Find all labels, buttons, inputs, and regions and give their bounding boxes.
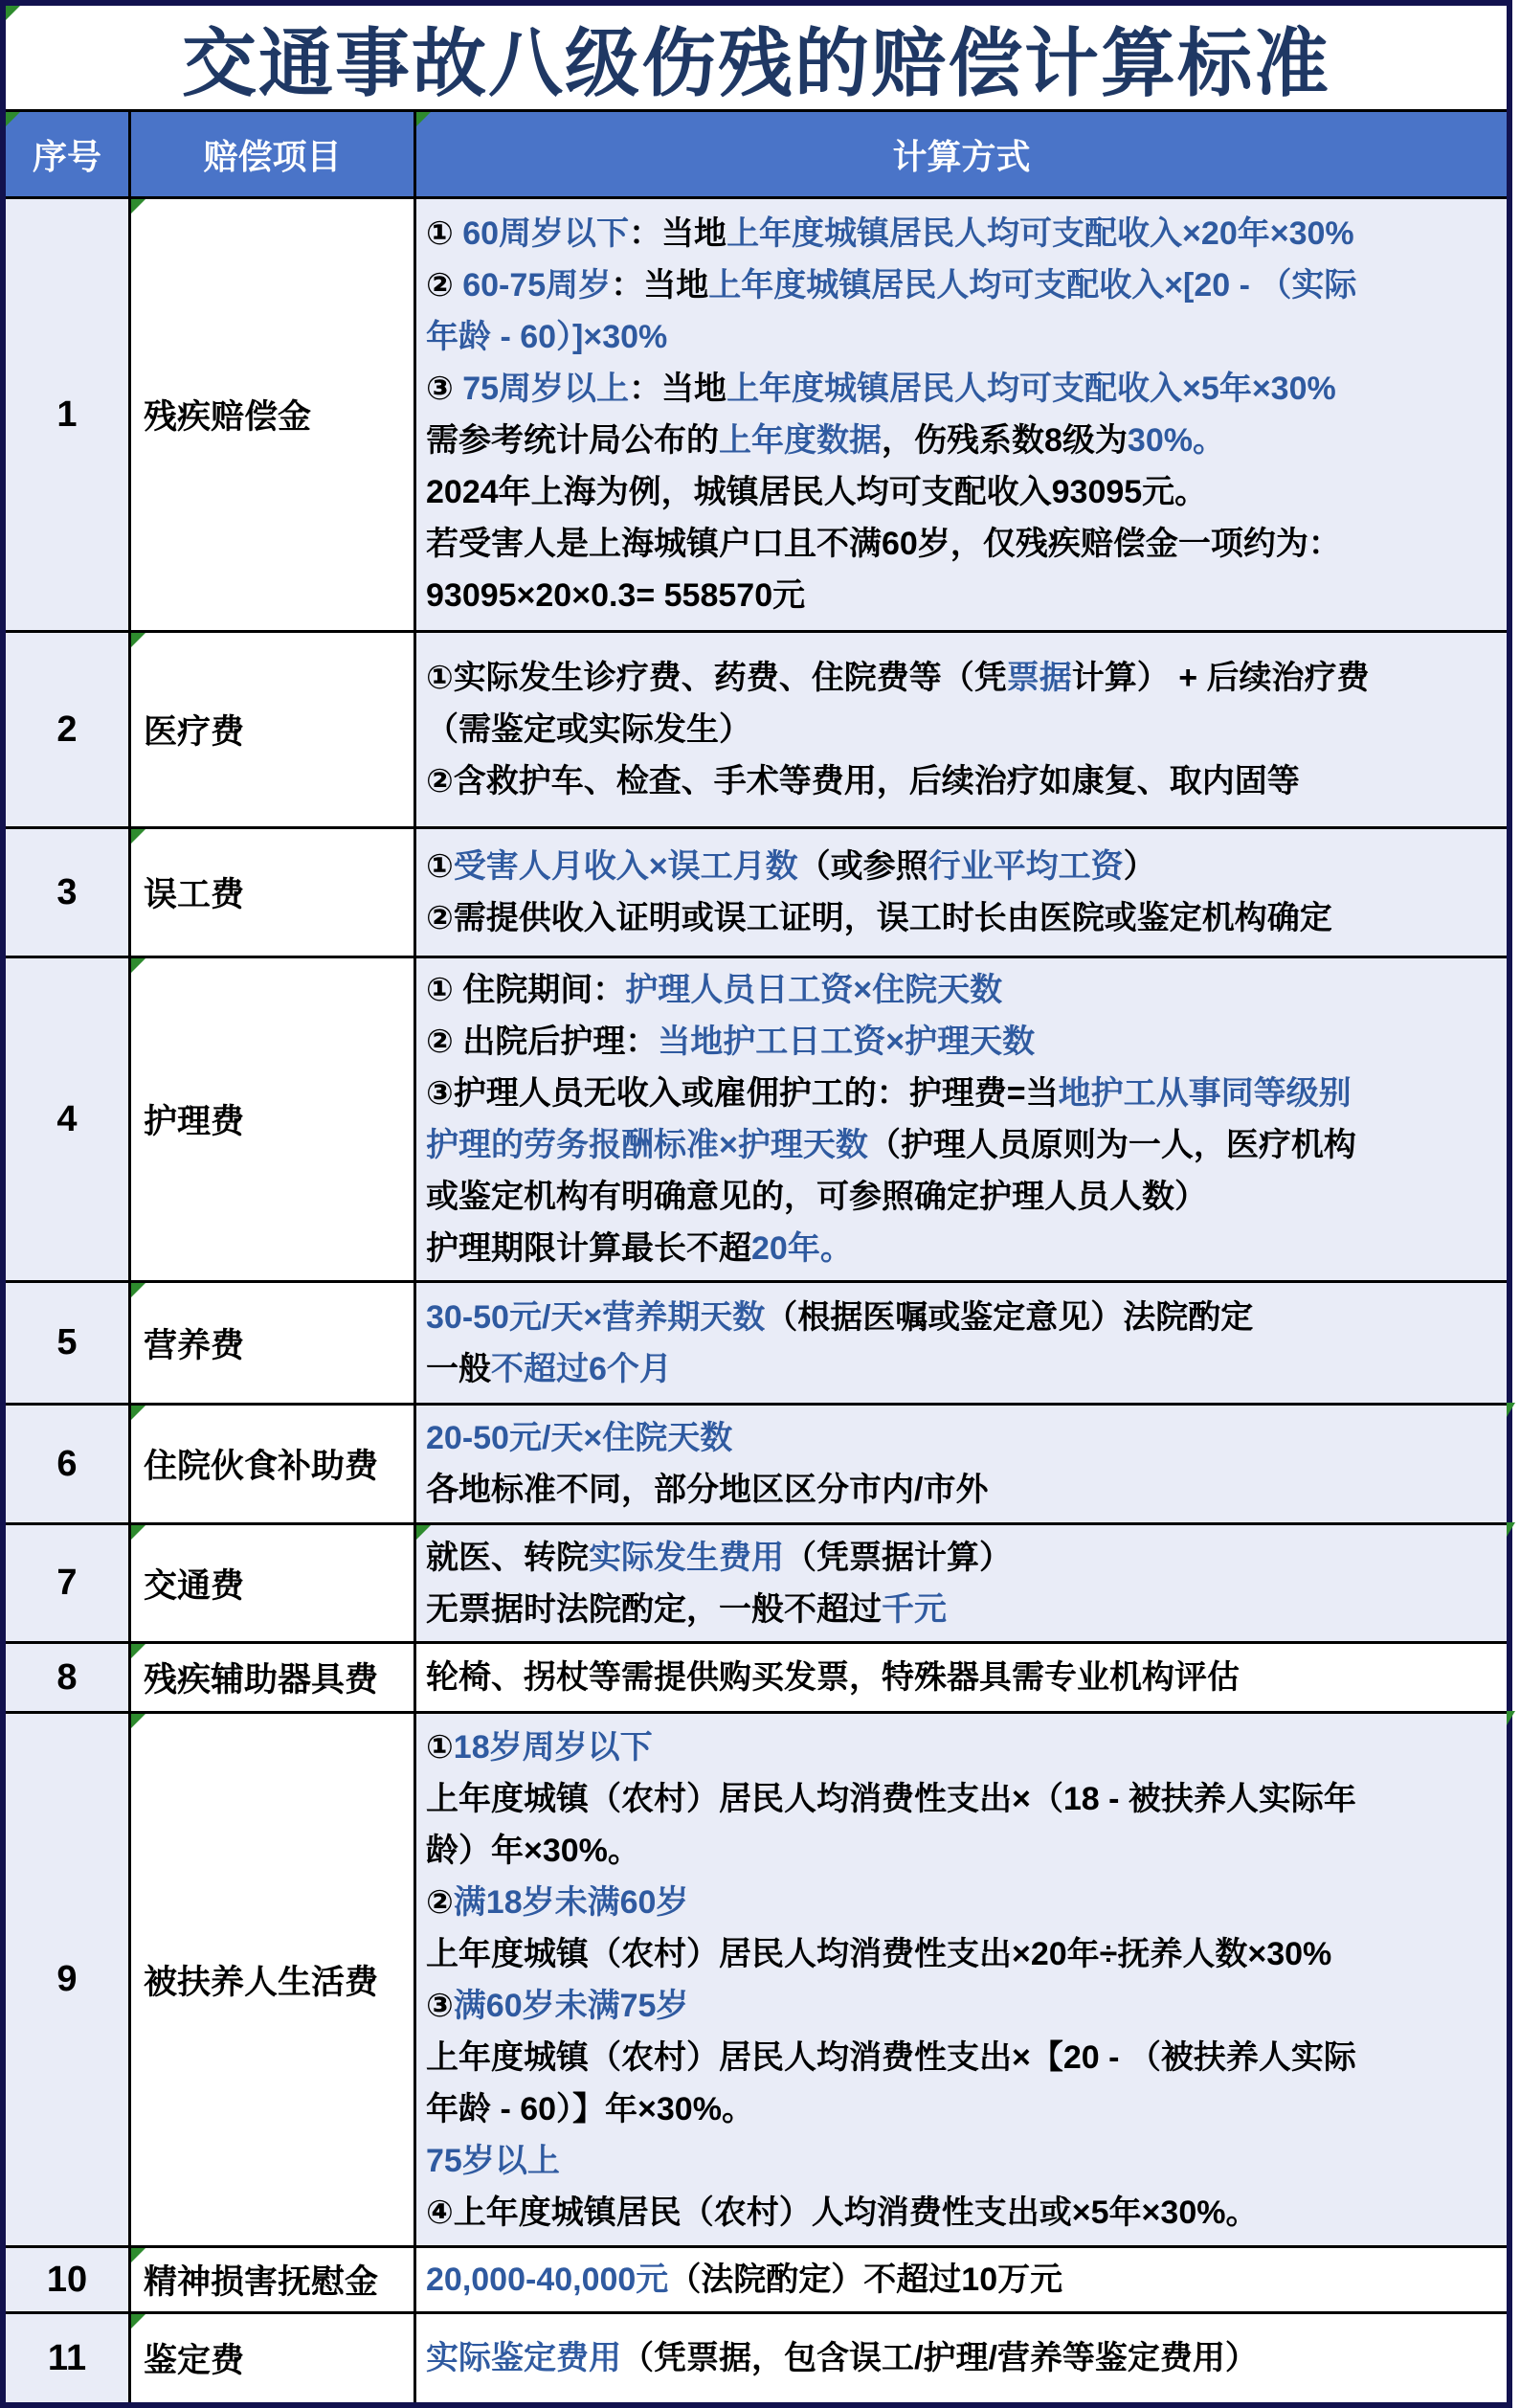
row-number-cell: 1	[6, 199, 131, 630]
header-col-item: 赔偿项目	[131, 112, 416, 196]
item-name-cell: 护理费	[131, 958, 416, 1280]
row-number-cell: 3	[6, 829, 131, 956]
calculation-line: 30-50元/天×营养期天数（根据医嘱或鉴定意见）法院酌定	[426, 1298, 1254, 1336]
calculation-line: 上年度城镇（农村）居民人均消费性支出×【20 - （被扶养人实际	[426, 2038, 1356, 2076]
header-col-number: 序号	[6, 112, 131, 196]
calculation-line: ① 60周岁以下：当地上年度城镇居民人均可支配收入×20年×30%	[426, 215, 1354, 252]
item-name-cell: 交通费	[131, 1525, 416, 1641]
calculation-line: 年龄 - 60）】年×30%。	[426, 2090, 754, 2127]
calculation-line: 轮椅、拐杖等需提供购买发票，特殊器具需专业机构评估	[426, 1659, 1240, 1696]
row-number-cell: 8	[6, 1644, 131, 1711]
calculation-line: ③ 75周岁以上：当地上年度城镇居民人均可支配收入×5年×30%	[426, 371, 1336, 407]
calculation-line: 各地标准不同，部分地区区分市内/市外	[426, 1472, 989, 1508]
calculation-line: ② 出院后护理：当地护工日工资×护理天数	[426, 1024, 1036, 1060]
calculation-line: ②含救护车、检查、手术等费用，后续治疗如康复、取内固等	[426, 763, 1300, 799]
item-name-cell: 精神损害抚慰金	[131, 2248, 416, 2311]
item-name-cell: 被扶养人生活费	[131, 1714, 416, 2245]
calculation-cell	[416, 2248, 1507, 2311]
table-row	[6, 956, 1507, 1280]
row-number-cell: 6	[6, 1406, 131, 1522]
item-name-cell: 营养费	[131, 1283, 416, 1403]
calculation-line: ①18岁周岁以下	[426, 1728, 653, 1766]
calculation-line: 一般不超过6个月	[426, 1350, 672, 1387]
row-number-cell: 7	[6, 1525, 131, 1641]
row-number-cell: 2	[6, 633, 131, 826]
calculation-line: ③满60岁未满75岁	[426, 1987, 689, 2024]
row-number-cell: 11	[6, 2314, 131, 2402]
calculation-line: 若受害人是上海城镇户口且不满60岁，仅残疾赔偿金一项约为：	[426, 526, 1341, 562]
calculation-line: ①受害人月收入×误工月数（或参照行业平均工资）	[426, 848, 1156, 885]
calculation-line: ①实际发生诊疗费、药费、住院费等（凭票据计算） + 后续治疗费	[426, 660, 1370, 696]
calculation-line: 75岁以上	[426, 2142, 560, 2179]
calculation-line: 龄）年×30%。	[426, 1832, 640, 1869]
table-body	[6, 196, 1507, 2402]
row-number-cell: 5	[6, 1283, 131, 1403]
item-name-cell: 医疗费	[131, 633, 416, 826]
header-col-calculation: 计算方式	[416, 112, 1507, 196]
row-number-cell: 9	[6, 1714, 131, 2245]
calculation-line: 2024年上海为例，城镇居民人均可支配收入93095元。	[426, 474, 1208, 510]
calculation-line: ② 60-75周岁：当地上年度城镇居民人均可支配收入×[20 - （实际	[426, 267, 1357, 304]
calculation-line: 上年度城镇（农村）居民人均消费性支出×20年÷抚养人数×30%	[426, 1935, 1332, 1972]
table-header-row	[6, 109, 1507, 196]
item-name-cell: 鉴定费	[131, 2314, 416, 2402]
calculation-line: 20,000-40,000元（法院酌定）不超过10万元	[426, 2262, 1063, 2298]
page-title: 交通事故八级伤残的赔偿计算标准	[6, 6, 1507, 109]
calculation-line: 93095×20×0.3= 558570元	[426, 577, 806, 614]
calculation-cell	[416, 1714, 1507, 2245]
calculation-cell	[416, 829, 1507, 956]
calculation-line: 护理的劳务报酬标准×护理天数（护理人员原则为一人，医疗机构	[426, 1127, 1356, 1163]
calculation-line: 需参考统计局公布的上年度数据，伤残系数8级为30%。	[426, 422, 1225, 459]
calculation-cell	[416, 1283, 1507, 1403]
calculation-line: ④上年度城镇居民（农村）人均消费性支出或×5年×30%。	[426, 2194, 1259, 2231]
table-row	[6, 2245, 1507, 2311]
calculation-cell	[416, 2314, 1507, 2402]
calculation-line: 就医、转院实际发生费用（凭票据计算）	[426, 1539, 1012, 1576]
row-number-cell: 4	[6, 958, 131, 1280]
table-row	[6, 630, 1507, 826]
calculation-cell	[416, 1644, 1507, 1711]
calculation-cell	[416, 958, 1507, 1280]
item-name-cell: 残疾辅助器具费	[131, 1644, 416, 1711]
row-number-cell: 10	[6, 2248, 131, 2311]
calculation-line: 无票据时法院酌定，一般不超过千元	[426, 1590, 947, 1628]
calculation-line: ③护理人员无收入或雇佣护工的：护理费=当地护工从事同等级别	[426, 1075, 1352, 1112]
calculation-cell	[416, 633, 1507, 826]
table-row	[6, 1641, 1507, 1711]
calculation-line: 实际鉴定费用（凭票据，包含误工/护理/营养等鉴定费用）	[426, 2340, 1258, 2376]
item-name-cell: 残疾赔偿金	[131, 199, 416, 630]
calculation-line: 20-50元/天×住院天数	[426, 1420, 733, 1456]
calculation-line: ②满18岁未满60岁	[426, 1883, 689, 1921]
calculation-cell	[416, 1525, 1507, 1641]
table-row	[6, 2311, 1507, 2402]
calculation-line: 护理期限计算最长不超20年。	[426, 1230, 853, 1267]
calculation-line: ②需提供收入证明或误工证明，误工时长由医院或鉴定机构确定	[426, 900, 1332, 936]
table-row	[6, 1403, 1507, 1522]
calculation-line: ① 住院期间：护理人员日工资×住院天数	[426, 972, 1003, 1008]
calculation-line: 年龄 - 60）]×30%	[426, 319, 668, 355]
table-row	[6, 826, 1507, 956]
table-row	[6, 1711, 1507, 2245]
calculation-line: 或鉴定机构有明确意见的，可参照确定护理人员人数）	[426, 1179, 1207, 1215]
table-row	[6, 1280, 1507, 1403]
calculation-line: （需鉴定或实际发生）	[426, 711, 751, 748]
calculation-line: 上年度城镇（农村）居民人均消费性支出×（18 - 被扶养人实际年	[426, 1780, 1356, 1817]
table-row	[6, 1522, 1507, 1641]
table-row	[6, 196, 1507, 630]
calculation-cell	[416, 199, 1507, 630]
item-name-cell: 误工费	[131, 829, 416, 956]
item-name-cell: 住院伙食补助费	[131, 1406, 416, 1522]
calculation-cell	[416, 1406, 1507, 1522]
